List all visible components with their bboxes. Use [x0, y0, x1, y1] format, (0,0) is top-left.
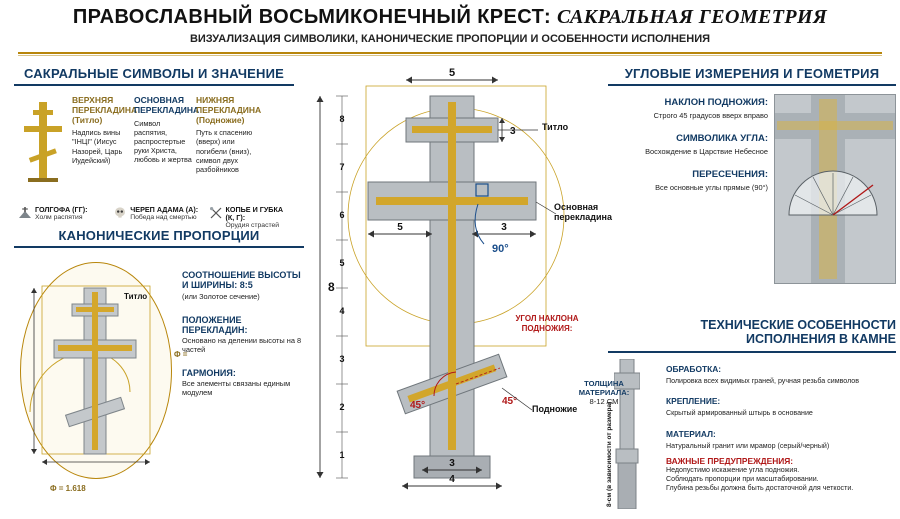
- angle-45-left: 45°: [410, 400, 426, 411]
- symbols-footer-row: [18, 206, 290, 229]
- dim-mid-right: 3: [501, 222, 507, 233]
- dim-total-height: 8: [328, 280, 335, 294]
- symbols-heading: САКРАЛЬНЫЕ СИМВОЛЫ И ЗНАЧЕНИЕ: [23, 66, 285, 81]
- technical-warning-1: Недопустимо искажение угла подножия.: [666, 466, 800, 475]
- callout-footrest: Подножие: [532, 404, 578, 414]
- thickness-title-line1: ТОЛЩИНА: [584, 379, 624, 388]
- scale-5: 5: [339, 258, 345, 268]
- canonical-body: [14, 256, 304, 506]
- skull-icon: [113, 206, 127, 220]
- header: [0, 0, 900, 56]
- angles-block-symbolism: [608, 134, 768, 156]
- symbol-title-bottom: НИЖНЯЯ ПЕРЕКЛАДИНА: [196, 95, 262, 115]
- technical-warnings: [666, 456, 896, 493]
- dim-top-width: 5: [448, 67, 456, 79]
- footer-name-golgotha: ГОЛГОФА (ГГ):: [35, 205, 88, 214]
- angles-block-intersections: [608, 170, 768, 192]
- technical-body: [608, 359, 896, 519]
- footer-name-skull: ЧЕРЕП АДАМА (А):: [130, 205, 199, 214]
- canonical-block-harmony: [182, 368, 304, 398]
- scale-4: 4: [339, 306, 345, 316]
- footer-item-golgotha: [18, 206, 107, 229]
- angles-panel: [608, 66, 896, 284]
- canonical-text-harmony: Все элементы связаны единым модулем: [182, 379, 291, 398]
- angle-45-right: 45°: [502, 396, 518, 407]
- golgotha-icon: [18, 206, 32, 220]
- right-angle-label: 90°: [492, 243, 509, 255]
- symbol-text-main: Символ распятия, распростертые руки Христа, любовь и жертва: [134, 118, 192, 164]
- technical-text-mounting: Скрытый армированный штырь в основание: [666, 409, 813, 418]
- footer-desc-skull: Победа над смертью: [130, 213, 197, 221]
- angles-block-incline: [608, 98, 768, 120]
- technical-list: [666, 359, 896, 499]
- symbol-column-main: [134, 95, 200, 164]
- dim-bottom-outer: 4: [449, 474, 455, 485]
- angles-text-intersections: Все основные углы прямые (90°): [655, 183, 768, 193]
- symbols-content: [14, 94, 294, 229]
- callout-main-bar: Основная перекладина: [554, 202, 612, 223]
- callout-incline-title: УГОЛ НАКЛОНА ПОДНОЖИЯ:: [515, 314, 579, 333]
- canonical-panel: [14, 228, 304, 506]
- angles-title-symbolism: СИМВОЛИКА УГЛА:: [676, 133, 768, 145]
- angles-text-symbolism: Восхождение в Царствие Небесное: [645, 147, 768, 157]
- scale-7: 7: [339, 162, 345, 172]
- angles-heading-underline: [608, 84, 896, 86]
- canonical-heading: КАНОНИЧЕСКИЕ ПРОПОРЦИИ: [58, 228, 260, 243]
- canonical-text-blocks: [182, 270, 304, 411]
- protractor-photo: [774, 94, 896, 284]
- symbol-sub-bottom: (Подножие): [196, 114, 245, 125]
- angles-title-intersections: ПЕРЕСЕЧЕНИЯ:: [692, 169, 768, 181]
- technical-item-material: [666, 424, 896, 451]
- header-divider-secondary: [18, 55, 882, 56]
- technical-panel: [608, 318, 896, 519]
- scale-1: 1: [339, 450, 345, 460]
- technical-warning-title: ВАЖНЫЕ ПРЕДУПРЕЖДЕНИЯ:: [666, 456, 794, 467]
- dim-mid-left: 5: [397, 222, 403, 233]
- page-title-accent: САКРАЛЬНАЯ ГЕОМЕТРИЯ: [557, 6, 828, 28]
- technical-item-processing: [666, 359, 896, 386]
- technical-warning-2: Соблюдать пропорции при масштабировании.: [666, 475, 819, 484]
- dim-titlo-height: 3: [510, 126, 516, 137]
- proportions-cross-diagram: [20, 262, 172, 480]
- canonical-title-ratio: СООТНОШЕНИЕ ВЫСОТЫ И ШИРИНЫ: 8:5: [182, 270, 301, 291]
- symbol-title-top: ВЕРХНЯЯ ПЕРЕКЛАДИНА: [72, 95, 138, 115]
- header-divider: [18, 52, 882, 54]
- symbol-title-main: ОСНОВНАЯ ПЕРЕКЛАДИНА: [134, 95, 200, 115]
- canonical-text-ratio: (или Золотое сечение): [182, 291, 260, 301]
- thickness-value: 8-12 СМ: [589, 397, 619, 407]
- technical-warning-3: Глубина резьбы должна быть достаточной для четкости.: [666, 483, 854, 492]
- footer-desc-spear: Орудия страстей: [225, 221, 280, 229]
- angles-heading: УГЛОВЫЕ ИЗМЕРЕНИЯ И ГЕОМЕТРИЯ: [624, 66, 880, 81]
- footer-item-spear: [209, 206, 291, 229]
- technical-heading-underline: [608, 351, 896, 353]
- page-subtitle: ВИЗУАЛИЗАЦИЯ СИМВОЛИКИ, КАНОНИЧЕСКИЕ ПРОПОРЦИИ И ОСОБЕННОСТИ ИСПОЛНЕНИЯ: [189, 33, 711, 45]
- symbol-sub-top: (Титло): [72, 114, 103, 125]
- thickness-callout: [572, 380, 636, 406]
- canonical-title-harmony: ГАРМОНИЯ:: [182, 368, 236, 378]
- canonical-block-ratio: [182, 270, 304, 302]
- dim-bottom-inner: 3: [449, 458, 455, 469]
- slab-label: 8-см (в зависимости от размера): [606, 401, 613, 507]
- canonical-text-position: Основано на делении высоты на 8 частей: [182, 336, 302, 355]
- callout-titlo: Титло: [542, 122, 569, 132]
- technical-title-mounting: КРЕПЛЕНИЕ:: [666, 396, 721, 407]
- scale-8: 8: [339, 114, 345, 124]
- technical-text-material: Натуральный гранит или мрамор (серый/черный): [666, 441, 830, 450]
- angles-text-blocks: [608, 98, 768, 207]
- symbols-heading-underline: [14, 84, 294, 86]
- technical-heading-line2: ИСПОЛНЕНИЯ В КАМНЕ: [746, 332, 896, 347]
- symbol-column-top: [72, 95, 138, 165]
- technical-heading-line1: ТЕХНИЧЕСКИЕ ОСОБЕННОСТИ: [700, 318, 896, 332]
- technical-title-processing: ОБРАБОТКА:: [666, 363, 722, 374]
- scale-2: 2: [339, 402, 345, 412]
- footer-name-spear: КОПЬЕ И ГУБКА (К, Г):: [225, 205, 284, 222]
- angles-text-incline: Строго 45 градусов вверх вправо: [653, 110, 768, 120]
- scale-3: 3: [339, 354, 345, 364]
- phi-symbol: Φ =: [174, 350, 188, 359]
- technical-title-material: МАТЕРИАЛ:: [666, 428, 716, 439]
- spear-sponge-icon: [209, 206, 223, 220]
- page-title-main: ПРАВОСЛАВНЫЙ ВОСЬМИКОНЕЧНЫЙ КРЕСТ:: [72, 6, 552, 28]
- footer-item-skull: [113, 206, 202, 229]
- angles-body: [608, 94, 896, 284]
- technical-item-mounting: [666, 391, 896, 418]
- canonical-titlo-label: Титло: [124, 292, 148, 301]
- orthodox-cross-icon: [20, 98, 66, 184]
- canonical-block-position: [182, 315, 304, 355]
- symbols-panel: [14, 66, 294, 229]
- symbol-text-bottom: Путь к спасению (вверх) или погибели (вниз), символ двух разбойников: [196, 128, 253, 174]
- scale-6: 6: [339, 210, 345, 220]
- technical-text-processing: Полировка всех видимых граней, ручная резьба символов: [666, 376, 860, 385]
- symbol-column-bottom: [196, 95, 262, 174]
- page-title: [0, 6, 900, 29]
- canonical-heading-underline: [14, 246, 304, 248]
- canonical-title-position: ПОЛОЖЕНИЕ ПЕРЕКЛАДИН:: [182, 314, 248, 335]
- technical-heading: [608, 318, 896, 347]
- angles-title-incline: НАКЛОН ПОДНОЖИЯ:: [664, 97, 768, 108]
- thickness-title-line2: МАТЕРИАЛА:: [578, 387, 630, 397]
- footer-desc-golgotha: Холм распятия: [35, 213, 83, 221]
- phi-value: Φ = 1.618: [50, 484, 86, 493]
- symbol-text-top: Надпись вины "ІНЦІ" (Иисус Назорей, Царь Иудейский): [72, 128, 123, 165]
